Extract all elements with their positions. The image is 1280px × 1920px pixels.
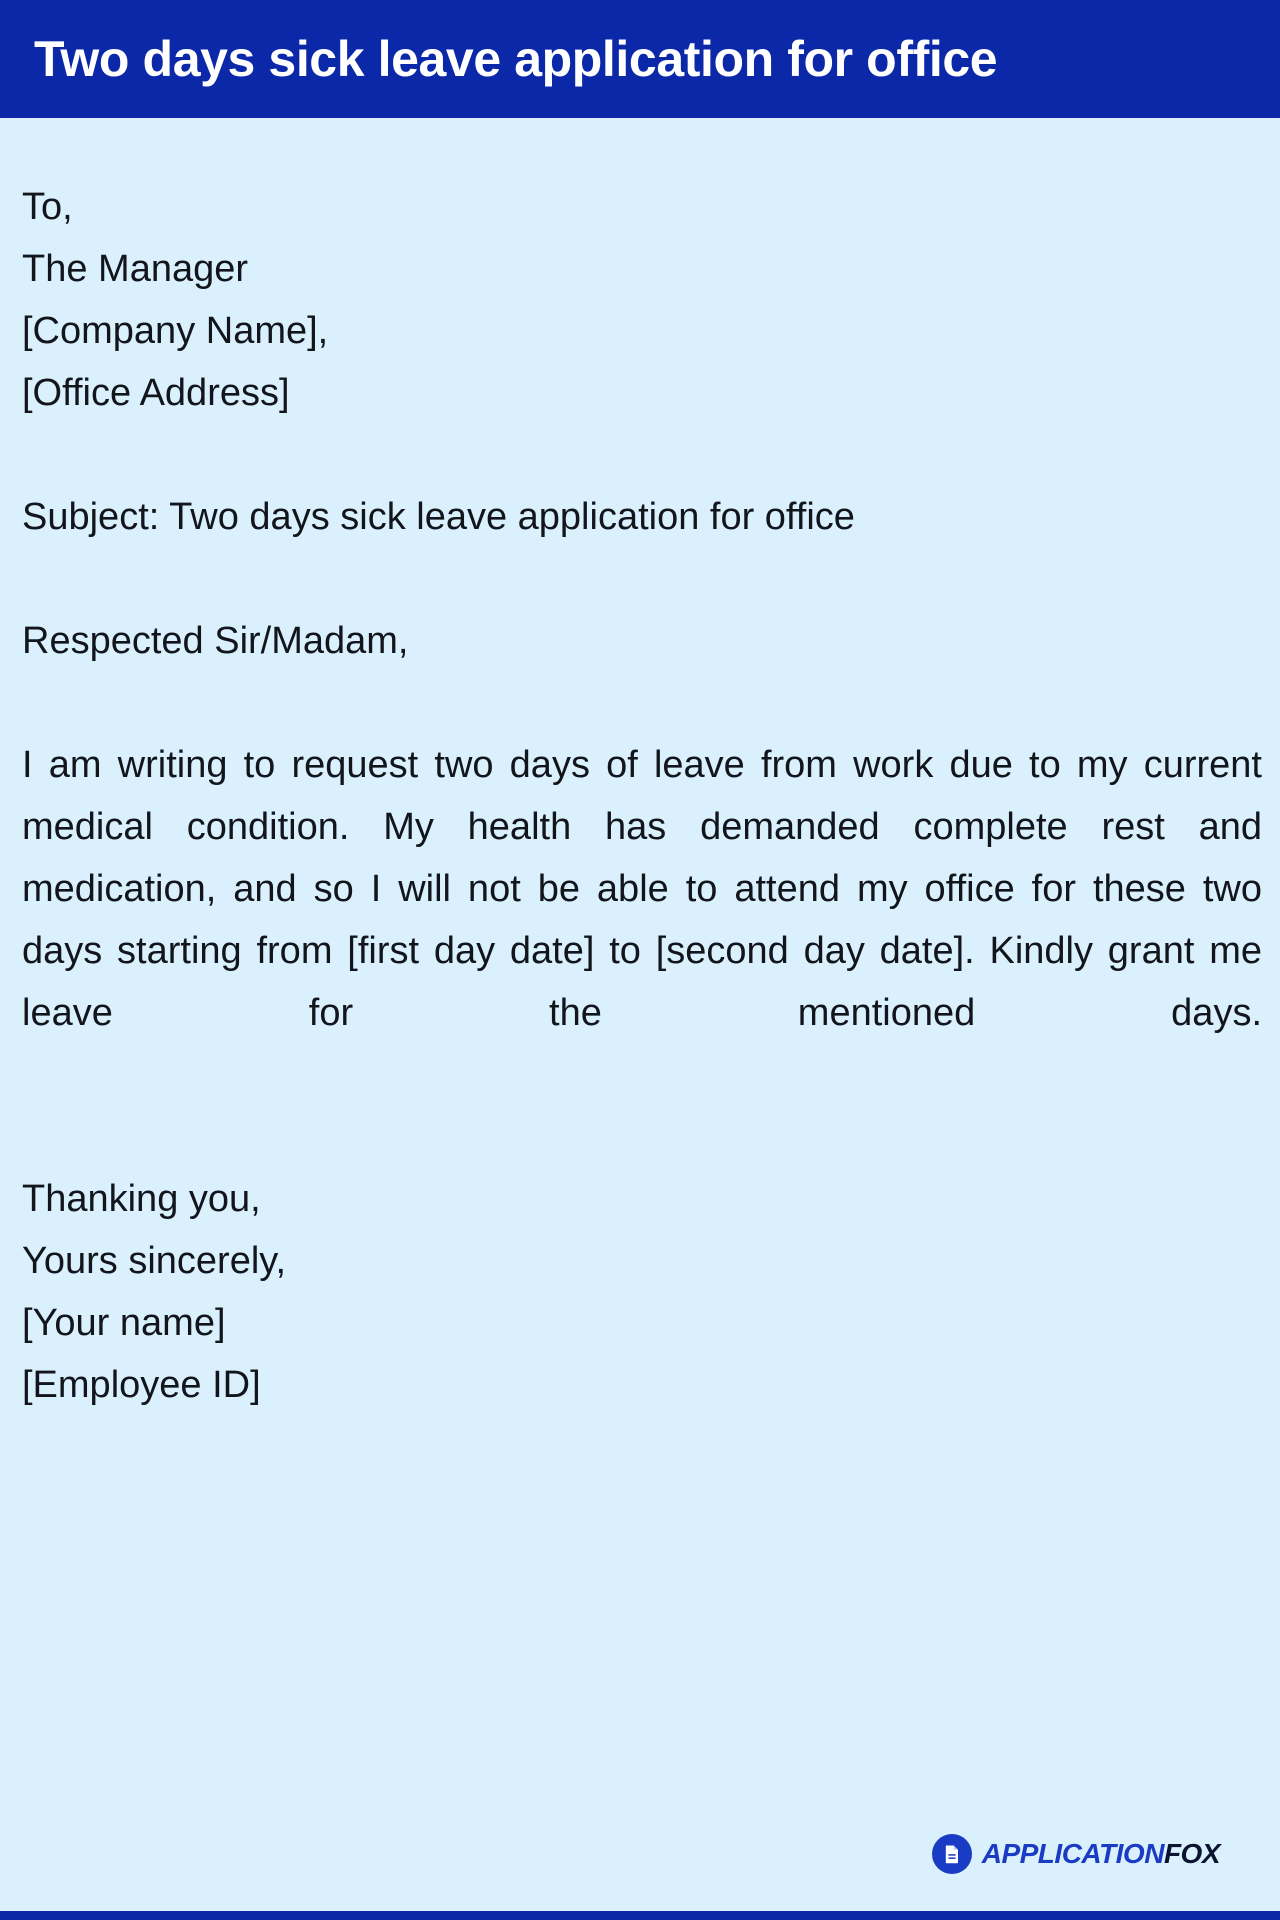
recipient-block (22, 176, 1262, 424)
closing-signoff: Yours sincerely, (22, 1240, 287, 1282)
footer-branding (932, 1834, 1220, 1874)
body-paragraph: I am writing to request two days of leave from work due to my current medical condition. My health has demanded complete rest and medication, and so I will not be able to attend my office for these two days starting from [first day date] to [second day date]. Kindly grant me leave for the mentioned days. (22, 744, 1262, 1034)
document-icon (932, 1834, 972, 1874)
brand-secondary: FOX (1163, 1838, 1220, 1869)
brand-wordmark (982, 1840, 1220, 1868)
recipient-salutation: To, (22, 186, 73, 228)
closing-name: [Your name] (22, 1302, 226, 1344)
closing-block (22, 1168, 1262, 1416)
recipient-designation: The Manager (22, 248, 249, 290)
subject-block (22, 486, 1262, 548)
closing-thanks: Thanking you, (22, 1178, 261, 1220)
bottom-accent-rule (0, 1911, 1280, 1920)
greeting-block (22, 610, 1262, 672)
spacer-after-greeting (22, 672, 1262, 734)
page-title: Two days sick leave application for office (34, 30, 998, 87)
spacer-after-body (22, 1106, 1262, 1168)
greeting-line: Respected Sir/Madam, (22, 620, 409, 662)
letter-body (0, 118, 1280, 1920)
spacer-after-subject (22, 548, 1262, 610)
subject-line: Subject: Two days sick leave application for office (22, 496, 855, 538)
page-header (0, 0, 1280, 118)
spacer-after-recipient (22, 424, 1262, 486)
recipient-address: [Office Address] (22, 372, 290, 414)
closing-employee-id: [Employee ID] (22, 1364, 261, 1406)
brand-primary: APPLICATION (981, 1838, 1164, 1869)
recipient-company: [Company Name], (22, 310, 329, 352)
